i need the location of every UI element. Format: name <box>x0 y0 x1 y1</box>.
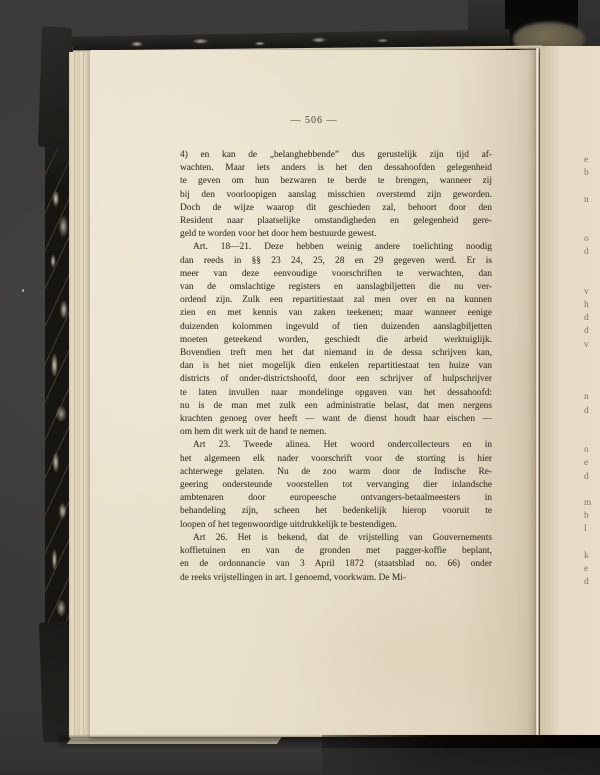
text-line: Art 26. Het is bekend, dat de vrijstelling van Gouvernements <box>193 532 492 543</box>
text-line: en de ordonnancie van 3 April 1872 (staatsblad no. 66) onder <box>180 559 492 570</box>
text-line: Bovendien treft men het dat niemand in de dessa schrijven kan, <box>180 348 492 359</box>
paragraph <box>180 149 492 241</box>
facing-page-edge-text: e b n o d v h d d v n d o e d m b l k e d <box>584 155 592 587</box>
text-line: koffietuinen en van de gronden met pagger-koffie beplant, <box>180 546 492 557</box>
text-line: te geven om hun bezwaren te berde te brengen, wanneer zij <box>180 176 492 187</box>
text-line: het algemeen elk nader voorschrift voor de storting is hier <box>180 453 492 464</box>
text-line: de reeks vrijstellingen in art. I genoemd, voorkwam. De Mi- <box>180 572 406 583</box>
text-line: geering ondersteunde voorstellen tot vervanging dier inlandsche <box>180 480 492 491</box>
text-line: behandeling zijn, scheen het bedenkelijk hierop vooruit te <box>180 506 492 517</box>
text-line: zien en met kennis van zaken teekenen; maar wanneer eenige <box>180 308 492 319</box>
text-line: om hem dit werk uit de hand te nemen. <box>180 427 327 438</box>
book-page <box>90 50 538 737</box>
text-line: van de omslachtige registers en aanslagbiljetten die nu ver- <box>180 282 492 293</box>
text-line: duizenden kolommen ingevuld of tien duizenden aanslagbiljetten <box>180 321 492 332</box>
facing-page-sliver <box>540 46 600 746</box>
page-content <box>180 114 492 585</box>
book-cover-corner <box>38 27 72 148</box>
backdrop-floor <box>0 748 600 775</box>
text-line: 4) en kan de „belanghebbende” dus gerustelijk zijn tijd af- <box>180 150 492 160</box>
text-line: Doch de wijze waarop dit geschieden zal, behoort door den <box>180 202 492 213</box>
text-line: bij den voorloopigen aanslag misschien overstemd zijn geworden. <box>180 189 492 200</box>
page-number: — 506 — <box>290 115 338 126</box>
text-line: moeten geteekend worden, geschiedt die arbeid werktuiglijk. <box>180 334 492 345</box>
text-line: districts of onder-districtshoofd, door een schrijver of hulpschrijver <box>180 374 492 385</box>
text-line: ambtenaren door europeesche ontvangers-betaalmeesters in <box>180 493 492 504</box>
text-line: krachten genoeg over heeft — want de dienst houdt haar eischen — <box>180 414 492 425</box>
paragraph <box>180 439 492 531</box>
text-line: geld te worden voor het door hem bestuurde gewest. <box>180 229 377 240</box>
text-line: Art. 18—21. Deze hebben weinig andere toelichting noodig <box>193 242 492 253</box>
text-line: dan is het niet mogelijk dien enkelen repartitiestaat ten huize van <box>180 361 492 372</box>
text-line: meer van deze eenvoudige voorschriften te verwachten, dan <box>180 268 492 279</box>
dust-speck <box>22 289 24 292</box>
text-line: achterwege gelaten. Nu de zoo warm door de Indische Re- <box>180 466 492 477</box>
text-line: loopen of het tegenwoordige uitdrukkelijk te bestendigen. <box>180 519 397 530</box>
text-line: dan reeds in §§ 23 24, 25, 28 en 29 gegeven werd. Er is <box>180 255 492 266</box>
text-block <box>180 149 492 585</box>
book-cover-corner <box>39 622 73 743</box>
text-line: Art 23. Tweede alinea. Het woord ondercollecteurs en in <box>193 440 492 451</box>
paragraph <box>180 241 492 439</box>
text-line: Resident naar plaatselijke omstandigheden en gelegenheid gere- <box>180 216 492 227</box>
text-line: nu is de man met zulk een administratie belast, dat men nergens <box>180 400 492 411</box>
text-line: wachten. Maar iets anders is het den dessahoofden gelegenheid <box>180 163 492 174</box>
text-line: ordend zijn. Zulk een repartitiestaat zal men over en na kunnen <box>180 295 492 306</box>
text-line: te laten invullen naar mondelinge opgaven van het dessahoofd: <box>180 387 492 398</box>
paragraph <box>180 532 492 585</box>
